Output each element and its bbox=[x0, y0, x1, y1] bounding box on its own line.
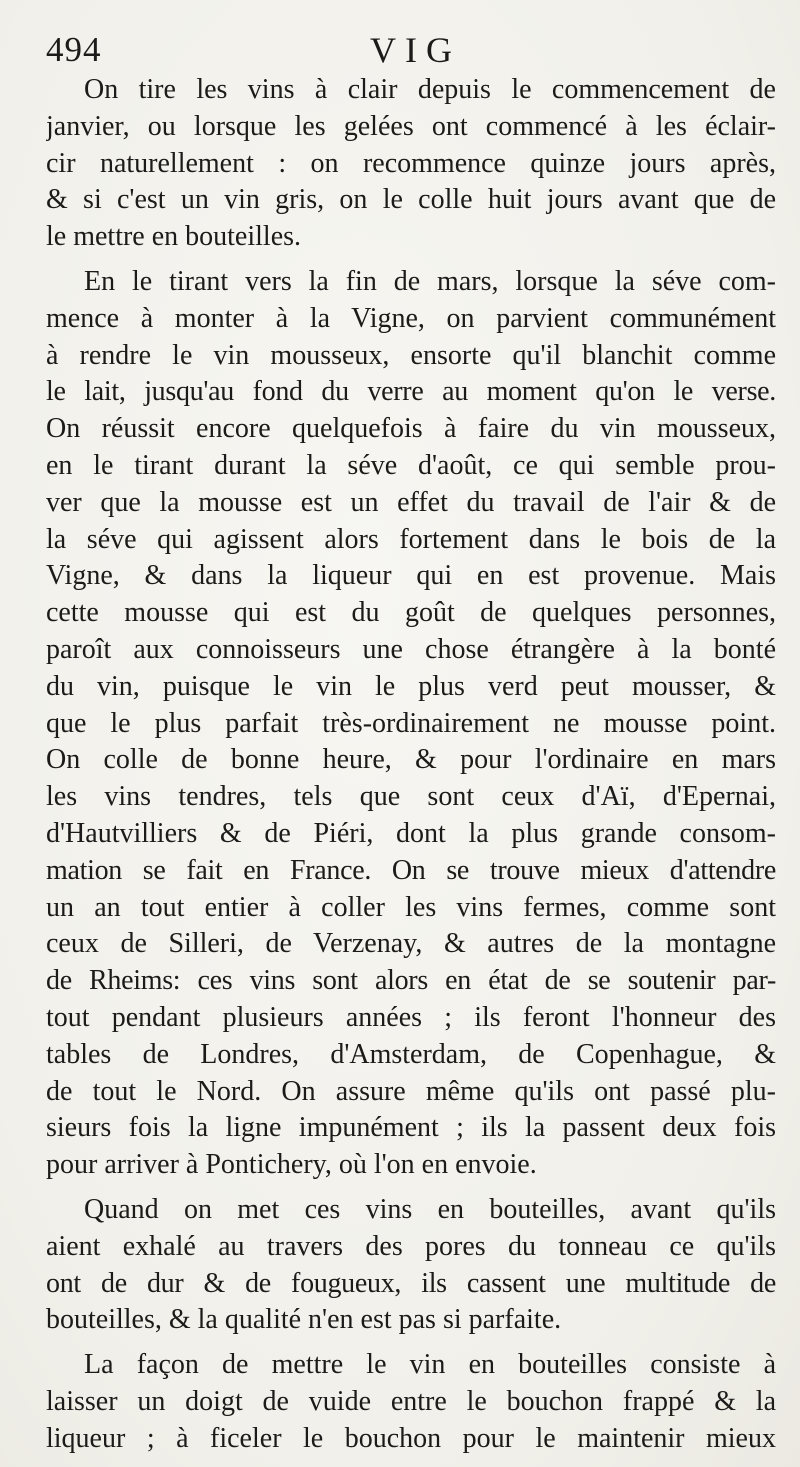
text-line: ont de dur & de fougueux, ils cassent une multitude de bbox=[46, 1267, 776, 1299]
text-line: On tire les vins à clair depuis le commencement de bbox=[84, 74, 776, 105]
page-header bbox=[0, 28, 800, 72]
text-line: de tout le Nord. On assure même qu'ils ont passé plu- bbox=[46, 1075, 776, 1107]
text-line: d'Hautvilliers & de Piéri, dont la plus grande consom- bbox=[46, 817, 776, 849]
text-line: & si c'est un vin gris, on le colle huit jours avant que de bbox=[46, 184, 776, 216]
text-line: en le tirant durant la séve d'août, ce qui semble prou- bbox=[46, 449, 776, 481]
text-line: liqueur ; à ficeler le bouchon pour le maintenir mieux bbox=[46, 1422, 776, 1454]
text-line: du vin, puisque le vin le plus verd peut mousser, & bbox=[46, 670, 776, 702]
text-line: cir naturellement : on recommence quinze jours après, bbox=[46, 147, 776, 179]
text-line: que le plus parfait très-ordinairement ne mousse point. bbox=[46, 707, 776, 739]
text-line: tables de Londres, d'Amsterdam, de Copenhague, & bbox=[46, 1038, 776, 1070]
text-line: pour arriver à Pontichery, où l'on en envoie. bbox=[46, 1149, 537, 1181]
page-number: 494 bbox=[46, 30, 102, 69]
text-line: On réussit encore quelquefois à faire du vin mousseux, bbox=[46, 413, 776, 445]
text-line: aient exhalé au travers des pores du tonneau ce qu'ils bbox=[46, 1230, 776, 1262]
text-line: à rendre le vin mousseux, ensorte qu'il blanchit comme bbox=[46, 339, 776, 371]
text-line: le lait, jusqu'au fond du verre au moment qu'on le verse. bbox=[46, 376, 776, 408]
body-text bbox=[46, 72, 776, 1457]
text-line: un an tout entier à coller les vins fermes, comme sont bbox=[46, 891, 776, 923]
text-line: ver que la mousse est un effet du travail de l'air & de bbox=[46, 486, 776, 518]
text-line: En le tirant vers la fin de mars, lorsque la séve com- bbox=[84, 265, 776, 297]
text-line: On colle de bonne heure, & pour l'ordinaire en mars bbox=[46, 744, 776, 776]
text-line: mence à monter à la Vigne, on parvient communément bbox=[46, 302, 776, 334]
text-line: La façon de mettre le vin en bouteilles consiste à bbox=[84, 1349, 776, 1381]
text-line: la séve qui agissent alors fortement dans le bois de la bbox=[46, 523, 776, 555]
paragraph bbox=[46, 72, 776, 256]
text-line: mation se fait en France. On se trouve mieux d'attendre bbox=[46, 854, 776, 886]
text-line: bouteilles, & la qualité n'en est pas si parfaite. bbox=[46, 1304, 562, 1336]
text-line: Quand on met ces vins en bouteilles, avant qu'ils bbox=[84, 1193, 776, 1225]
text-line: janvier, ou lorsque les gelées ont commencé à les éclair- bbox=[46, 110, 776, 142]
text-line: laisser un doigt de vuide entre le bouchon frappé & la bbox=[46, 1385, 776, 1417]
text-line: cette mousse qui est du goût de quelques personnes, bbox=[46, 597, 776, 629]
text-line: paroît aux connoisseurs une chose étrangère à la bonté bbox=[46, 633, 776, 665]
text-line: sieurs fois la ligne impunément ; ils la passent deux fois bbox=[46, 1112, 776, 1144]
paragraph bbox=[46, 264, 776, 1184]
text-line: de Rheims: ces vins sont alors en état de se soutenir par- bbox=[46, 965, 776, 997]
text-line: Vigne, & dans la liqueur qui en est provenue. Mais bbox=[46, 560, 776, 592]
paragraph bbox=[46, 1192, 776, 1339]
text-line: tout pendant plusieurs années ; ils feront l'honneur des bbox=[46, 1001, 776, 1033]
text-line: les vins tendres, tels que sont ceux d'Aï, d'Epernai, bbox=[46, 781, 776, 813]
running-head: VIG bbox=[370, 30, 461, 70]
text-line: le mettre en bouteilles. bbox=[46, 221, 302, 253]
text-line: ceux de Silleri, de Verzenay, & autres de la montagne bbox=[46, 928, 776, 960]
paragraph bbox=[46, 1347, 776, 1457]
